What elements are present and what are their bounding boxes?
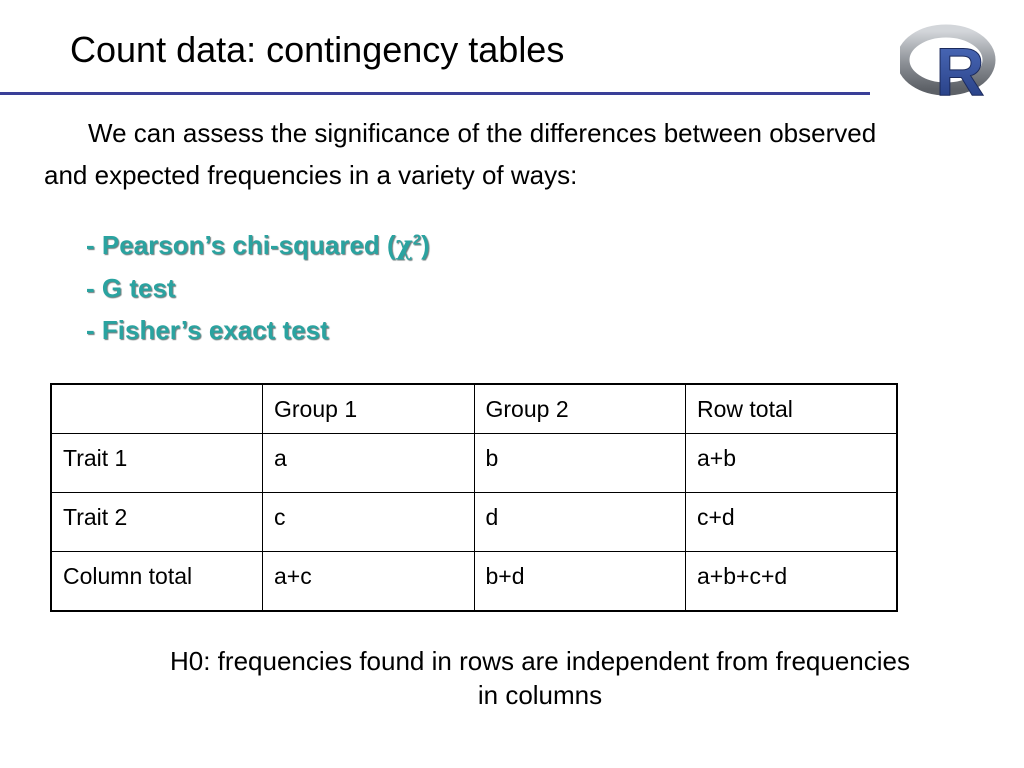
table-cell: b+d: [474, 552, 686, 612]
hypothesis-line: H0: frequencies found in rows are independent from frequencies: [170, 646, 910, 676]
methods-list: [86, 224, 430, 351]
intro-text: We can assess the significance of the differences between observed and expected frequencies in a variety of ways:: [44, 118, 877, 190]
table-header-cell: Group 1: [263, 384, 475, 434]
null-hypothesis: [40, 644, 1024, 712]
table-cell: Column total: [51, 552, 263, 612]
table-row: [51, 493, 897, 552]
table-header-row: [51, 384, 897, 434]
table-header-cell: Row total: [686, 384, 898, 434]
table-cell: a+b+c+d: [686, 552, 898, 612]
table-header-cell: [51, 384, 263, 434]
table-cell: Trait 1: [51, 434, 263, 493]
table-cell: c: [263, 493, 475, 552]
table-cell: Trait 2: [51, 493, 263, 552]
table-cell: b: [474, 434, 686, 493]
table-cell: d: [474, 493, 686, 552]
slide-title: Count data: contingency tables: [70, 29, 565, 70]
intro-paragraph: [44, 112, 924, 196]
table-cell: a+b: [686, 434, 898, 493]
logo-letter: R: [935, 34, 985, 102]
method-item-fisher: - Fisher’s exact test: [86, 315, 329, 345]
table-cell: a: [263, 434, 475, 493]
r-logo-icon: [900, 22, 1004, 102]
table-row: [51, 434, 897, 493]
method-item-pearson: - Pearson’s chi-squared $(\chi^2)$: [86, 230, 430, 261]
table-row: [51, 552, 897, 612]
chi-superscript: 2: [412, 231, 422, 249]
method-item-g-test: - G test: [86, 273, 176, 303]
chi-symbol: χ: [395, 231, 413, 261]
contingency-table: [50, 383, 898, 612]
table-header-cell: Group 2: [474, 384, 686, 434]
table-cell: a+c: [263, 552, 475, 612]
table-cell: c+d: [686, 493, 898, 552]
hypothesis-line: in columns: [477, 680, 603, 710]
title-divider: [0, 92, 870, 95]
